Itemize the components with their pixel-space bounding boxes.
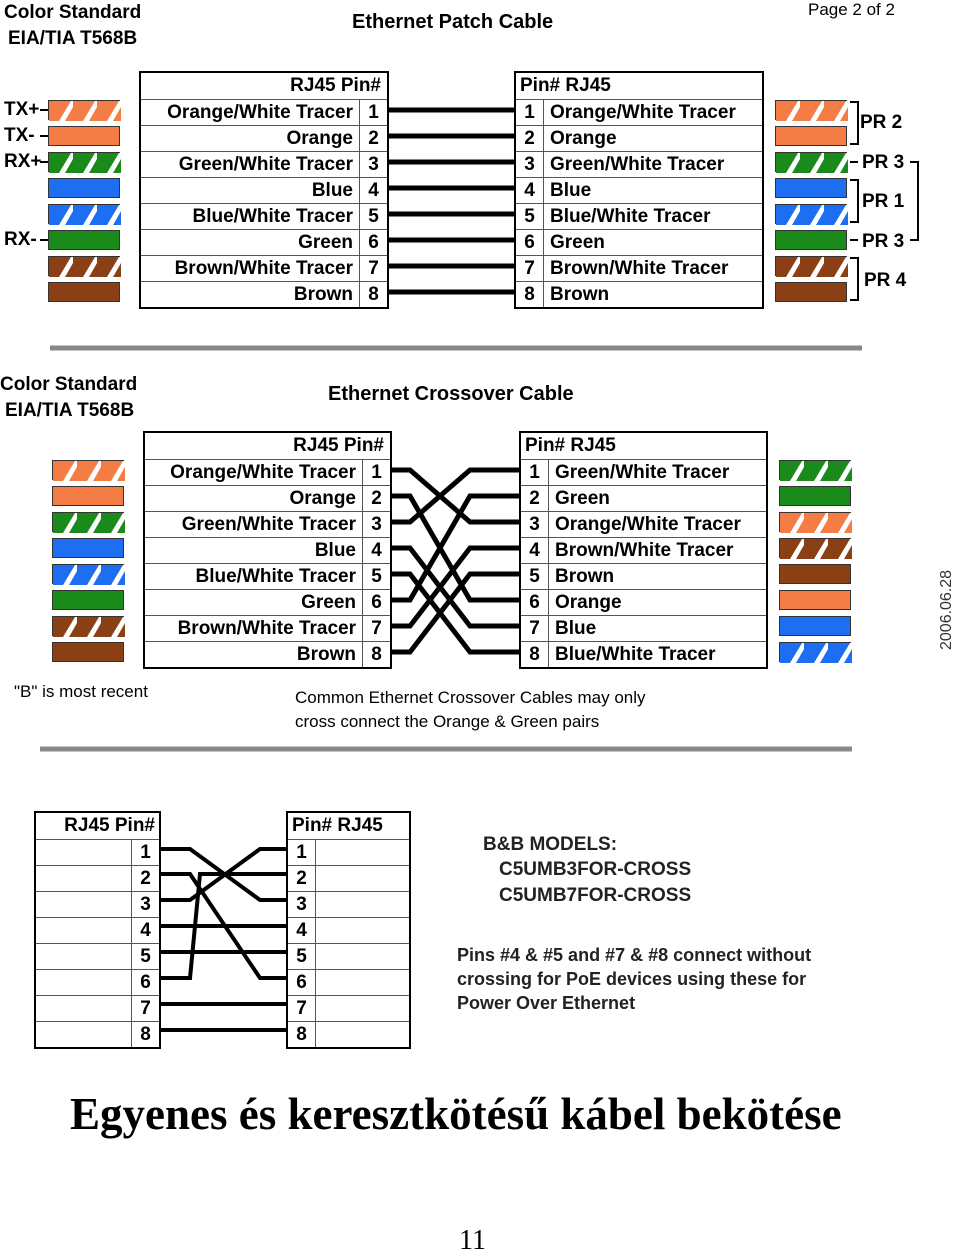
wire-name: Green/White Tracer	[550, 154, 725, 175]
signal-tx-plus: TX+	[4, 99, 40, 120]
swatch-orange-white	[52, 460, 124, 480]
poe-right-table	[286, 811, 411, 1049]
pin-number: 2	[131, 866, 159, 891]
swatch-brown-white	[52, 616, 124, 636]
poe-left-table	[34, 811, 161, 1049]
table-header: Pin# RJ45	[520, 75, 611, 96]
swatch-blue	[52, 538, 124, 558]
pin-number: 4	[359, 178, 387, 203]
swatch-orange	[48, 126, 120, 146]
wire-name: Brown/White Tracer	[174, 258, 353, 279]
pair-label-pr3-b: PR 3	[862, 231, 905, 252]
wire-name: Orange/White Tracer	[167, 102, 353, 123]
common-crossover-note-2: cross connect the Orange & Green pairs	[295, 712, 600, 731]
pin-number: 4	[288, 918, 316, 943]
pin-number: 6	[131, 970, 159, 995]
table-header: RJ45 Pin#	[64, 815, 155, 836]
pair-label-pr3: PR 3	[862, 152, 905, 173]
pin-number: 5	[359, 204, 387, 229]
wire-name: Orange	[555, 592, 622, 613]
poe-note-3: Power Over Ethernet	[457, 993, 636, 1013]
table-header: Pin# RJ45	[525, 435, 616, 456]
pin-number: 6	[521, 590, 549, 615]
pin-number: 4	[362, 538, 390, 563]
pin-number: 5	[516, 204, 544, 229]
wire-name: Green/White Tracer	[181, 514, 356, 535]
pin-number: 4	[131, 918, 159, 943]
wire-name: Brown/White Tracer	[555, 540, 734, 561]
signal-rx-minus: RX-	[4, 229, 37, 250]
swatch-brown	[48, 282, 120, 302]
pin-number: 1	[516, 100, 544, 125]
model-1: C5UMB3FOR-CROSS	[499, 859, 692, 880]
swatch-green-white	[48, 152, 120, 172]
signal-pointers	[40, 110, 48, 240]
models-title: B&B MODELS:	[483, 834, 618, 855]
cross-left-table	[143, 431, 392, 669]
wire-name: Orange	[289, 488, 356, 509]
wire-name: Green	[555, 488, 610, 509]
wire-name: Blue/White Tracer	[192, 206, 353, 227]
cross-wire-5-8	[391, 574, 519, 652]
pin-number: 5	[362, 564, 390, 589]
eia-standard-label: EIA/TIA T568B	[8, 28, 138, 49]
pin-number: 1	[521, 460, 549, 485]
poe-wires	[160, 849, 287, 1030]
cross-wire-7-4	[391, 548, 519, 626]
cross-wire-8-5	[391, 574, 519, 652]
model-2: C5UMB7FOR-CROSS	[499, 885, 692, 906]
swatch-orange-white	[48, 100, 120, 120]
wire-name: Brown/White Tracer	[550, 258, 729, 279]
swatch-green	[52, 590, 124, 610]
pin-number: 6	[516, 230, 544, 255]
wire-name: Orange/White Tracer	[170, 462, 356, 483]
cross-color-standard-label: Color Standard	[0, 374, 138, 395]
color-standard-label: Color Standard	[4, 2, 142, 23]
swatch-brown-white	[779, 538, 851, 558]
pin-number: 3	[131, 892, 159, 917]
pin-number: 7	[516, 256, 544, 281]
wire-name: Orange/White Tracer	[550, 102, 736, 123]
pin-number: 5	[131, 944, 159, 969]
pin-number: 3	[521, 512, 549, 537]
wire-name: Green	[550, 232, 605, 253]
swatch-orange	[52, 486, 124, 506]
page-label: Page 2 of 2	[808, 0, 895, 19]
pin-number: 7	[131, 996, 159, 1021]
wire-name: Green/White Tracer	[178, 154, 353, 175]
swatch-brown-white	[48, 256, 120, 276]
swatch-brown	[52, 642, 124, 662]
pair-label-pr1: PR 1	[862, 191, 905, 212]
swatch-green-white	[52, 512, 124, 532]
wire-name: Brown	[550, 284, 610, 305]
wire-name: Brown	[296, 644, 356, 665]
pin-number: 5	[521, 564, 549, 589]
wire-name: Green/White Tracer	[555, 462, 730, 483]
pin-number: 2	[288, 866, 316, 891]
pin-number: 6	[359, 230, 387, 255]
swatch-orange-white	[775, 100, 847, 120]
pair-label-pr2: PR 2	[860, 112, 903, 133]
swatch-green	[775, 230, 847, 250]
wire-name: Blue	[550, 180, 592, 201]
wire-name: Blue/White Tracer	[195, 566, 356, 587]
wire-name: Orange	[550, 128, 617, 149]
pin-number: 2	[516, 126, 544, 151]
cross-eia-standard-label: EIA/TIA T568B	[5, 400, 135, 421]
patch-left-table	[139, 71, 389, 309]
pin-number: 1	[362, 460, 390, 485]
swatch-blue-white	[48, 204, 120, 224]
wire-name: Blue	[311, 180, 353, 201]
poe-note-2: crossing for PoE devices using these for	[457, 969, 807, 989]
wire-name: Orange	[286, 128, 353, 149]
wire-name: Blue	[314, 540, 356, 561]
swatch-blue	[48, 178, 120, 198]
patch-wires	[388, 110, 514, 292]
common-crossover-note-1: Common Ethernet Crossover Cables may only	[295, 688, 646, 707]
date-stamp: 2006.06.28	[938, 569, 955, 650]
swatch-orange	[779, 590, 851, 610]
pin-number: 3	[362, 512, 390, 537]
swatch-green-white	[779, 460, 851, 480]
table-header: Pin# RJ45	[292, 815, 383, 836]
wire-name: Brown	[555, 566, 615, 587]
swatch-orange-white	[779, 512, 851, 532]
swatch-blue	[775, 178, 847, 198]
pin-number: 8	[359, 282, 387, 307]
pin-number: 1	[288, 840, 316, 865]
swatch-blue-white	[52, 564, 124, 584]
crossover-cable-title: Ethernet Crossover Cable	[328, 383, 574, 405]
pin-number: 2	[362, 486, 390, 511]
wire-name: Orange/White Tracer	[555, 514, 741, 535]
pin-number: 2	[359, 126, 387, 151]
pin-number: 7	[362, 616, 390, 641]
b-recent-note: "B" is most recent	[14, 682, 148, 701]
swatch-blue	[779, 616, 851, 636]
pin-number: 3	[516, 152, 544, 177]
table-header: RJ45 Pin#	[293, 435, 384, 456]
swatch-green-white	[775, 152, 847, 172]
pin-number: 3	[359, 152, 387, 177]
pin-number: 1	[359, 100, 387, 125]
swatch-green	[48, 230, 120, 250]
pair-label-pr4: PR 4	[864, 270, 907, 291]
wire-name: Green	[301, 592, 356, 613]
pin-number: 7	[359, 256, 387, 281]
wire-name: Blue/White Tracer	[550, 206, 711, 227]
swatch-orange	[775, 126, 847, 146]
swatch-brown	[779, 564, 851, 584]
swatch-blue-white	[779, 642, 851, 662]
signal-tx-minus: TX-	[4, 125, 35, 146]
swatch-brown	[775, 282, 847, 302]
pin-number: 8	[521, 642, 549, 667]
pin-number: 8	[288, 1022, 316, 1047]
pin-number: 4	[521, 538, 549, 563]
swatch-green	[779, 486, 851, 506]
table-header: RJ45 Pin#	[290, 75, 381, 96]
page-number: 11	[459, 1225, 486, 1256]
wire-name: Brown	[293, 284, 353, 305]
signal-rx-plus: RX+	[4, 151, 42, 172]
swatch-brown-white	[775, 256, 847, 276]
pin-number: 3	[288, 892, 316, 917]
pin-number: 5	[288, 944, 316, 969]
pin-number: 6	[362, 590, 390, 615]
cross-wire-4-7	[391, 548, 519, 626]
pin-number: 6	[288, 970, 316, 995]
wire-name: Green	[298, 232, 353, 253]
pin-number: 8	[516, 282, 544, 307]
wire-name: Brown/White Tracer	[177, 618, 356, 639]
wire-name: Blue/White Tracer	[555, 644, 716, 665]
pin-number: 1	[131, 840, 159, 865]
pin-number: 8	[362, 642, 390, 667]
poe-note-1: Pins #4 & #5 and #7 & #8 connect without	[457, 945, 812, 965]
pin-number: 4	[516, 178, 544, 203]
pin-number: 2	[521, 486, 549, 511]
patch-right-table	[514, 71, 764, 309]
crossover-wires	[391, 470, 519, 652]
pin-number: 8	[131, 1022, 159, 1047]
pin-number: 7	[521, 616, 549, 641]
pin-number: 7	[288, 996, 316, 1021]
wire-name: Blue	[555, 618, 597, 639]
page-title: Egyenes és keresztkötésű kábel bekötése	[70, 1089, 842, 1139]
swatch-blue-white	[775, 204, 847, 224]
cross-right-table	[519, 431, 768, 669]
patch-cable-title: Ethernet Patch Cable	[352, 11, 554, 33]
